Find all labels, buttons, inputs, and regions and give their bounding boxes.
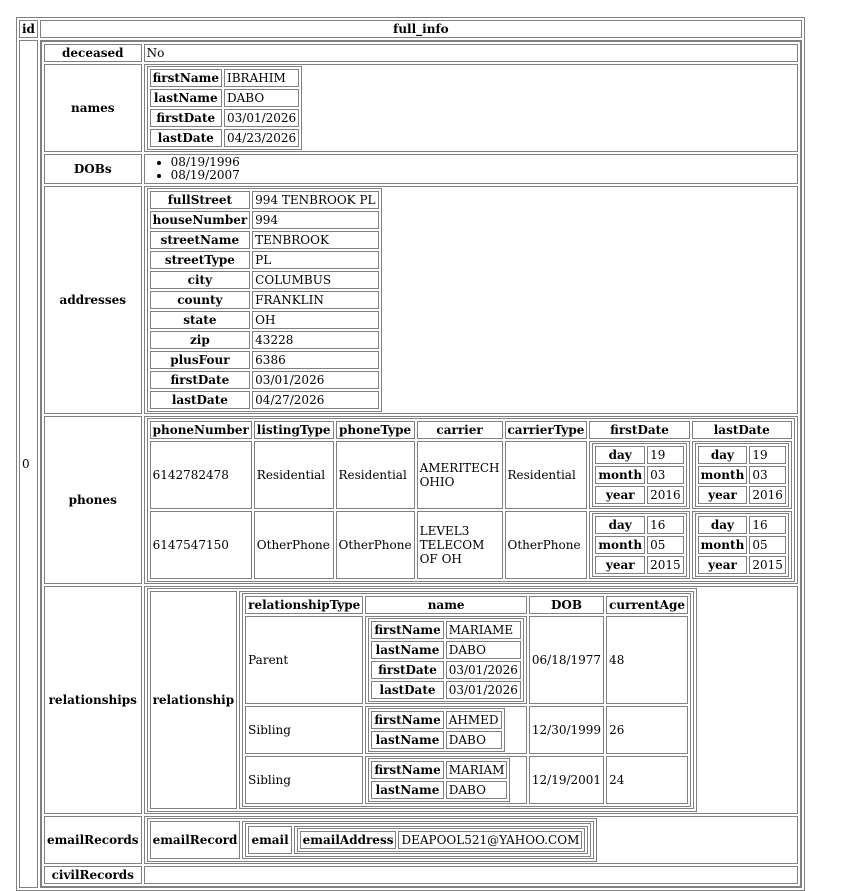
names-cell	[144, 64, 798, 152]
full-info-header: full_info	[40, 20, 802, 38]
kv-key: state	[150, 311, 251, 329]
phone-type: OtherPhone	[336, 511, 415, 579]
kv-key: year	[698, 556, 748, 574]
row-index: 0	[19, 40, 38, 888]
col-header: lastDate	[692, 421, 792, 439]
phones-header-row	[150, 421, 792, 439]
kv-row	[300, 831, 583, 849]
kv-value: IBRAHIM	[224, 69, 299, 87]
names-label: names	[44, 64, 142, 152]
relative-name-table	[368, 708, 504, 752]
kv-key: lastName	[371, 641, 443, 659]
kv-key: plusFour	[150, 351, 251, 369]
kv-row	[371, 781, 507, 799]
kv-row	[150, 351, 379, 369]
deceased-row	[44, 44, 798, 62]
kv-key: streetType	[150, 251, 251, 269]
civil-records-label: civilRecords	[44, 866, 142, 884]
addresses-label: addresses	[44, 186, 142, 414]
kv-value: 994	[252, 211, 378, 229]
dobs-label: DOBs	[44, 154, 142, 184]
kv-value: MARIAM	[446, 761, 508, 779]
dobs-cell	[144, 154, 798, 184]
kv-row	[371, 621, 521, 639]
kv-key: day	[698, 446, 748, 464]
kv-value: DABO	[446, 781, 508, 799]
address-table	[147, 188, 382, 412]
root-table	[16, 17, 805, 891]
relative-name-cell	[365, 616, 527, 704]
kv-value: 03/01/2026	[446, 681, 521, 699]
email-address-value: DEAPOOL521@YAHOO.COM	[398, 831, 582, 849]
kv-key: lastName	[371, 731, 443, 749]
relationships-label: relationships	[44, 586, 142, 814]
phones-cell	[144, 416, 798, 584]
email-cell	[294, 826, 589, 854]
col-header: currentAge	[606, 596, 688, 614]
kv-key: firstDate	[150, 371, 251, 389]
kv-row	[595, 536, 683, 554]
relationship-label: relationship	[150, 591, 238, 809]
kv-key: streetName	[150, 231, 251, 249]
kv-row	[595, 556, 683, 574]
kv-value: COLUMBUS	[252, 271, 378, 289]
kv-value: 43228	[252, 331, 378, 349]
kv-row	[698, 516, 786, 534]
kv-row	[698, 486, 786, 504]
carrier: AMERITECH OHIO	[417, 441, 503, 509]
dobs-row	[44, 154, 798, 184]
email-record-table	[147, 818, 598, 862]
col-header: relationshipType	[245, 596, 363, 614]
first-date-cell	[589, 441, 689, 509]
kv-value: FRANKLIN	[252, 291, 378, 309]
kv-row	[150, 89, 300, 107]
relative-age: 26	[606, 706, 688, 754]
kv-row	[698, 536, 786, 554]
kv-value: 04/23/2026	[224, 129, 299, 147]
col-header: name	[365, 596, 527, 614]
relative-name-table	[368, 758, 510, 802]
kv-row	[595, 486, 683, 504]
addresses-cell	[144, 186, 798, 414]
kv-value: 19	[749, 446, 786, 464]
civil-records-row	[44, 866, 798, 884]
kv-key: firstName	[371, 621, 443, 639]
kv-row	[595, 466, 683, 484]
relative-dob: 06/18/1977	[529, 616, 604, 704]
kv-row	[698, 556, 786, 574]
phones-table	[147, 418, 795, 582]
kv-value: 03	[749, 466, 786, 484]
col-header: listingType	[254, 421, 334, 439]
kv-value: DABO	[446, 641, 521, 659]
relationship-type: Parent	[245, 616, 363, 704]
relationships-cell	[144, 586, 798, 814]
kv-row	[595, 516, 683, 534]
kv-key: lastName	[371, 781, 443, 799]
email-table	[245, 823, 591, 857]
kv-row	[371, 761, 507, 779]
kv-row	[150, 311, 379, 329]
deceased-value: No	[144, 44, 798, 62]
col-header: phoneNumber	[150, 421, 252, 439]
kv-key: month	[698, 466, 748, 484]
relationship-header-row	[245, 596, 688, 614]
col-header: DOB	[529, 596, 604, 614]
relative-age: 24	[606, 756, 688, 804]
kv-row	[150, 69, 300, 87]
kv-value: 05	[647, 536, 684, 554]
email-records-cell	[144, 816, 798, 864]
date-table	[695, 443, 789, 507]
email-address-label: emailAddress	[300, 831, 397, 849]
kv-value: 03/01/2026	[224, 109, 299, 127]
kv-key: lastDate	[150, 129, 222, 147]
kv-key: year	[595, 486, 645, 504]
kv-row	[150, 391, 379, 409]
id-header: id	[19, 20, 38, 38]
kv-value: 16	[749, 516, 786, 534]
dob-item: • 08/19/2007	[171, 169, 795, 182]
full-info-cell	[40, 40, 802, 888]
kv-key: lastName	[150, 89, 222, 107]
relative-age: 48	[606, 616, 688, 704]
kv-key: firstName	[371, 711, 443, 729]
kv-key: lastDate	[371, 681, 443, 699]
kv-key: city	[150, 271, 251, 289]
dob-item: • 08/19/1996	[171, 156, 795, 169]
relative-name-cell	[365, 756, 527, 804]
names-row	[44, 64, 798, 152]
date-table	[592, 513, 686, 577]
phones-label: phones	[44, 416, 142, 584]
col-header: carrier	[417, 421, 503, 439]
kv-key: zip	[150, 331, 251, 349]
kv-value: AHMED	[446, 711, 502, 729]
kv-row	[371, 731, 501, 749]
phone-row	[150, 511, 792, 579]
last-date-cell	[692, 511, 792, 579]
kv-key: firstDate	[371, 661, 443, 679]
kv-row	[371, 681, 521, 699]
kv-key: day	[595, 516, 645, 534]
kv-value: 04/27/2026	[252, 391, 378, 409]
kv-key: month	[595, 466, 645, 484]
carrier-type: Residential	[505, 441, 588, 509]
relationship-type: Sibling	[245, 756, 363, 804]
kv-row	[595, 446, 683, 464]
kv-value: 03/01/2026	[252, 371, 378, 389]
phones-row	[44, 416, 798, 584]
email-records-label: emailRecords	[44, 816, 142, 864]
data-viewer	[16, 17, 805, 891]
date-table	[592, 443, 686, 507]
kv-value: TENBROOK	[252, 231, 378, 249]
kv-row	[150, 251, 379, 269]
kv-key: fullStreet	[150, 191, 251, 209]
phone-number: 6142782478	[150, 441, 252, 509]
kv-row	[371, 711, 501, 729]
relationship-type: Sibling	[245, 706, 363, 754]
kv-value: 03	[647, 466, 684, 484]
kv-row	[150, 291, 379, 309]
first-date-cell	[589, 511, 689, 579]
email-record-cell	[242, 821, 594, 859]
kv-row	[150, 231, 379, 249]
kv-row	[150, 211, 379, 229]
relationship-table	[242, 593, 691, 807]
addresses-row	[44, 186, 798, 414]
email-record-row	[150, 821, 595, 859]
relative-name-table	[368, 618, 524, 702]
relationship-cell	[239, 591, 694, 809]
kv-value: 2015	[749, 556, 786, 574]
kv-key: year	[595, 556, 645, 574]
civil-records-value	[144, 866, 798, 884]
col-header: firstDate	[589, 421, 689, 439]
email-records-row	[44, 816, 798, 864]
kv-row	[698, 446, 786, 464]
kv-value: 03/01/2026	[446, 661, 521, 679]
phone-number: 6147547150	[150, 511, 252, 579]
kv-value: DABO	[224, 89, 299, 107]
relative-row	[245, 616, 688, 704]
listing-type: Residential	[254, 441, 334, 509]
relative-dob: 12/30/1999	[529, 706, 604, 754]
kv-row	[698, 466, 786, 484]
kv-key: month	[698, 536, 748, 554]
dobs-list	[147, 156, 795, 182]
deceased-label: deceased	[44, 44, 142, 62]
relationships-table	[147, 588, 697, 812]
kv-value: 2015	[647, 556, 684, 574]
kv-key: firstDate	[150, 109, 222, 127]
kv-key: month	[595, 536, 645, 554]
kv-key: county	[150, 291, 251, 309]
phone-type: Residential	[336, 441, 415, 509]
kv-value: 2016	[647, 486, 684, 504]
full-info-table	[41, 41, 801, 887]
email-record-label: emailRecord	[150, 821, 241, 859]
relative-dob: 12/19/2001	[529, 756, 604, 804]
kv-value: 994 TENBROOK PL	[252, 191, 378, 209]
col-header: carrierType	[505, 421, 588, 439]
kv-value: PL	[252, 251, 378, 269]
kv-key: firstName	[150, 69, 222, 87]
kv-value: 6386	[252, 351, 378, 369]
relationships-row	[44, 586, 798, 814]
carrier-type: OtherPhone	[505, 511, 588, 579]
last-date-cell	[692, 441, 792, 509]
kv-row	[371, 641, 521, 659]
kv-key: houseNumber	[150, 211, 251, 229]
kv-row	[150, 331, 379, 349]
relative-name-cell	[365, 706, 527, 754]
kv-value: 2016	[749, 486, 786, 504]
names-table	[147, 66, 303, 150]
kv-value: 05	[749, 536, 786, 554]
kv-value: OH	[252, 311, 378, 329]
kv-value: 16	[647, 516, 684, 534]
kv-key: lastDate	[150, 391, 251, 409]
kv-row	[150, 129, 300, 147]
kv-key: day	[595, 446, 645, 464]
relative-row	[245, 706, 688, 754]
relative-row	[245, 756, 688, 804]
kv-row	[150, 191, 379, 209]
email-address-table	[297, 828, 586, 852]
col-header: phoneType	[336, 421, 415, 439]
phone-row	[150, 441, 792, 509]
kv-value: 19	[647, 446, 684, 464]
kv-row	[150, 271, 379, 289]
kv-row	[150, 109, 300, 127]
kv-row	[150, 371, 379, 389]
relationship-row	[150, 591, 694, 809]
kv-key: year	[698, 486, 748, 504]
email-label: email	[248, 826, 291, 854]
carrier: LEVEL3 TELECOM OF OH	[417, 511, 503, 579]
kv-value: DABO	[446, 731, 502, 749]
email-row	[248, 826, 588, 854]
listing-type: OtherPhone	[254, 511, 334, 579]
kv-value: MARIAME	[446, 621, 521, 639]
kv-row	[371, 661, 521, 679]
date-table	[695, 513, 789, 577]
kv-key: firstName	[371, 761, 443, 779]
kv-key: day	[698, 516, 748, 534]
